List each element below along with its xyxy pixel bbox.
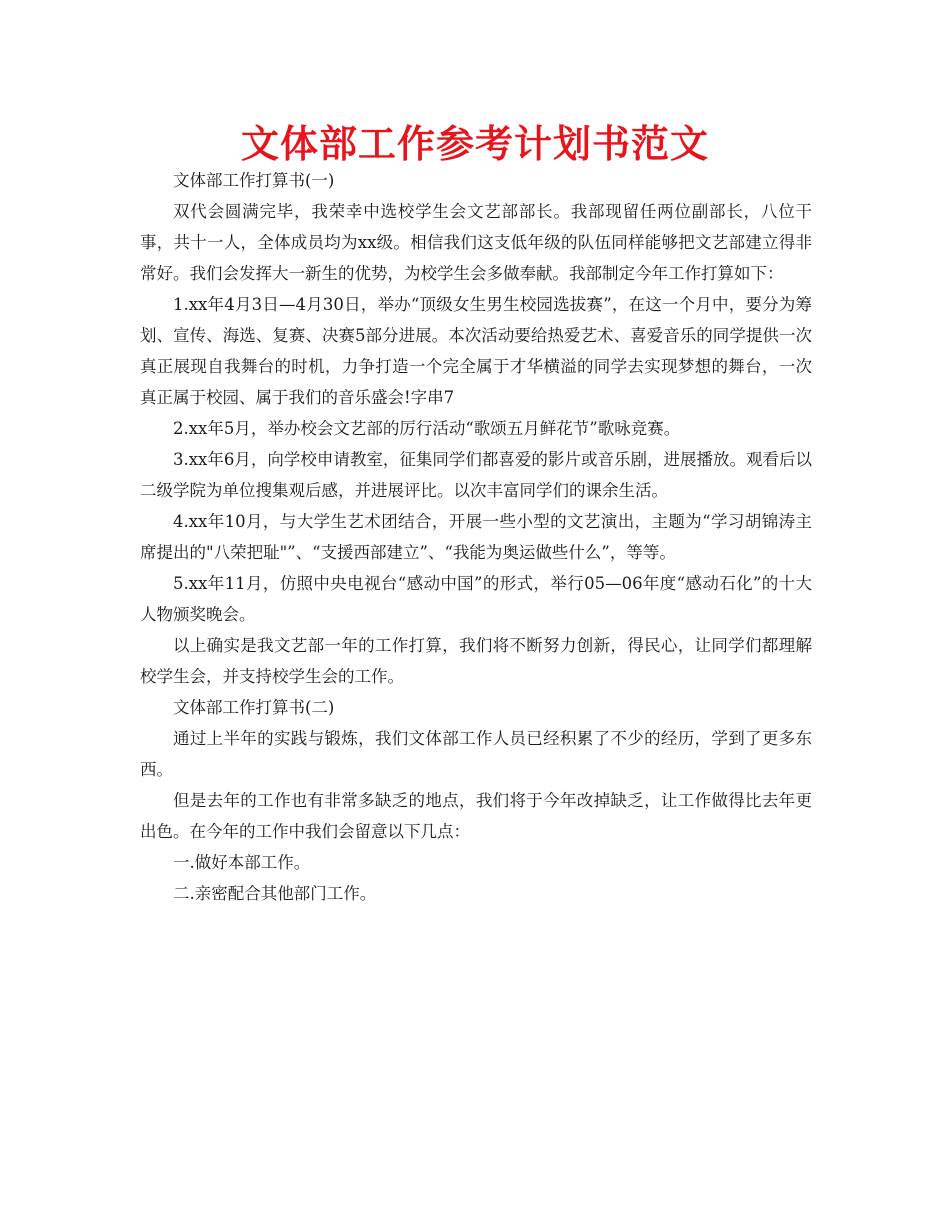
paragraph-item-1: 1.xx年4月3日—4月30日，举办“顶级女生男生校园选拔赛”，在这一个月中，要分为筹划、宣传、海选、复赛、决赛5部分进展。本次活动要给热爱艺术、喜爱音乐的同学提供一次真正展现自我舞台的时机，力争打造一个完全属于才华横溢的同学去实现梦想的舞台，一次真正属于校园、属于我们的音乐盛会!字串7	[140, 295, 812, 407]
paragraph-item-4: 4.xx年10月，与大学生艺术团结合，开展一些小型的文艺演出，主题为“学习胡锦涛主席提出的"八荣把耻"”、“支援西部建立”、“我能为奥运做些什么”，等等。	[140, 512, 812, 562]
section-heading-1: 文体部工作打算书(一)	[173, 171, 335, 190]
paragraph-intro: 双代会圆满完毕，我荣幸中选校学生会文艺部部长。我部现留任两位副部长，八位干事，共十一人，全体成员均为xx级。相信我们这支低年级的队伍同样能够把文艺部建立得非常好。我们会发挥大一新生的优势，为校学生会多做奉献。我部制定今年工作打算如下：	[140, 202, 812, 283]
document-title: 文体部工作参考计划书范文	[240, 122, 709, 166]
paragraph-improve: 但是去年的工作也有非常多缺乏的地点，我们将于今年改掉缺乏，让工作做得比去年更出色。在今年的工作中我们会留意以下几点：	[140, 791, 812, 841]
section-heading-2: 文体部工作打算书(二)	[173, 698, 335, 717]
paragraph-point-2: 二.亲密配合其他部门工作。	[173, 884, 377, 903]
paragraph-point-1: 一.做好本部工作。	[173, 853, 311, 872]
paragraph-item-5: 5.xx年11月，仿照中央电视台“感动中国”的形式，举行05—06年度“感动石化”的十大人物颁奖晚会。	[140, 574, 812, 624]
document-body	[140, 165, 812, 909]
paragraph-summary: 以上确实是我文艺部一年的工作打算，我们将不断努力创新，得民心，让同学们都理解校学生会，并支持校学生会的工作。	[140, 636, 812, 686]
paragraph-item-2: 2.xx年5月，举办校会文艺部的厉行活动“歌颂五月鲜花节”歌咏竞赛。	[173, 419, 681, 438]
paragraph-review: 通过上半年的实践与锻炼，我们文体部工作人员已经积累了不少的经历，学到了更多东西。	[140, 729, 812, 779]
paragraph-item-3: 3.xx年6月，向学校申请教室，征集同学们都喜爱的影片或音乐剧，进展播放。观看后以二级学院为单位搜集观后感，并进展评比。以次丰富同学们的课余生活。	[140, 450, 812, 500]
